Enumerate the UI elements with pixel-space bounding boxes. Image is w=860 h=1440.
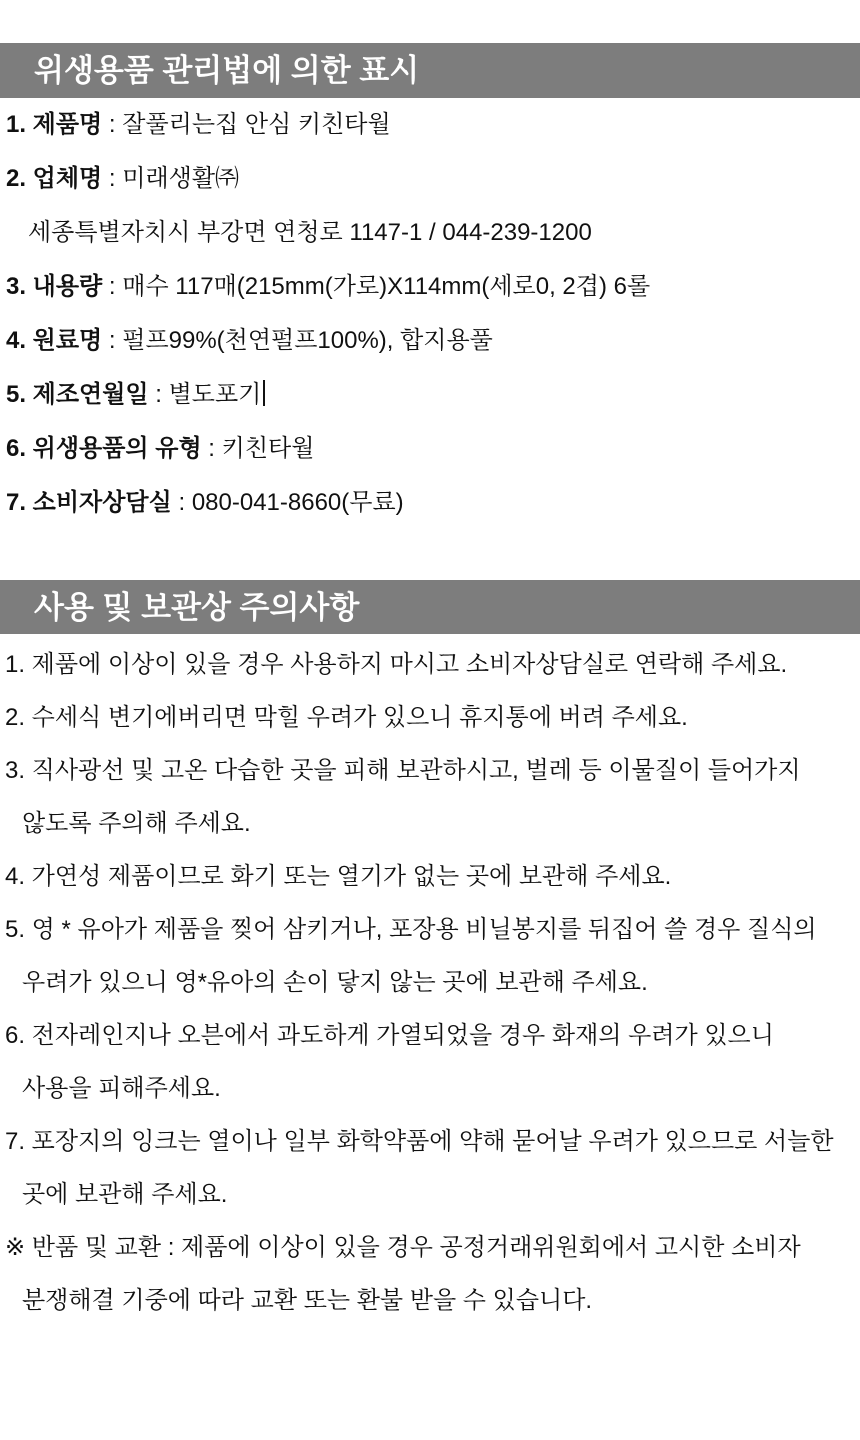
notice-line-continuation: 우려가 있으니 영*유아의 손이 닿지 않는 곳에 보관해 주세요. [22,969,648,996]
item-separator: : [102,165,123,192]
item-separator: : [148,381,169,408]
text-cursor [263,380,265,406]
notice-line: 2. 수세식 변기에버리면 막힐 우려가 있으니 휴지통에 버려 주세요. [5,704,688,731]
item-label: 6. 위생용품의 유형 [6,435,202,462]
item-label: 4. 원료명 [6,327,103,354]
item-label: 5. 제조연월일 [6,381,149,408]
notice-line: 7. 포장지의 잉크는 열이나 일부 화학약품에 약해 묻어날 우려가 있으므로 서늘한 [5,1128,834,1155]
item-label: 7. 소비자상담실 [6,489,172,516]
item-value: 별도포기 [168,381,262,408]
notice-line: 5. 영 * 유아가 제품을 찢어 삼키거나, 포장용 비닐봉지를 뒤집어 쓸 경우 질식의 [5,916,817,943]
item-value: 080-041-8660(무료) [191,489,404,516]
item-value: 키친타월 [221,435,315,462]
info-item-product-name [6,110,860,140]
item-value: 미래생활㈜ [122,165,240,192]
notice-line-continuation: 사용을 피해주세요. [22,1075,221,1102]
item-value: 잘풀리는집 안심 키친타월 [122,111,391,138]
item-value: 매수 117매(215mm(가로)X114mm(세로0, 2겹) 6롤 [122,273,651,300]
item-label: 1. 제품명 [6,111,103,138]
item-separator: : [171,489,192,516]
item-separator: : [102,327,123,354]
notice-line: ※ 반품 및 교환 : 제품에 이상이 있을 경우 공정거래위원회에서 고시한 소비자 [5,1234,801,1261]
item-separator: : [102,111,123,138]
notice-line-continuation: 곳에 보관해 주세요. [22,1181,228,1208]
info-item-contents [6,272,860,302]
info-item-manufacture-date [6,380,860,410]
item-value: 펄프99%(천연펄프100%), 합지용풀 [122,327,493,354]
notice-line: 4. 가연성 제품이므로 화기 또는 열기가 없는 곳에 보관해 주세요. [5,863,672,890]
notice-line: 1. 제품에 이상이 있을 경우 사용하지 마시고 소비자상담실로 연락해 주세요. [5,651,788,678]
info-item-product-type [6,434,860,464]
company-address-line: 세종특별자치시 부강면 연청로 1147-1 / 044-239-1200 [28,219,592,246]
notice-line-continuation: 분쟁해결 기중에 따라 교환 또는 환불 받을 수 있습니다. [22,1287,593,1314]
item-separator: : [102,273,123,300]
info-item-consumer-center [6,488,860,518]
item-separator: : [201,435,222,462]
notice-line: 6. 전자레인지나 오븐에서 과도하게 가열되었을 경우 화재의 우려가 있으니 [5,1022,774,1049]
section1-header-bar: 위생용품 관리법에 의한 표시 [0,43,860,98]
item-label: 2. 업체명 [6,165,103,192]
section2-header-bar: 사용 및 보관상 주의사항 [0,580,860,634]
product-label-page [0,43,860,1316]
item-label: 3. 내용량 [6,273,103,300]
notice-line: 3. 직사광선 및 고온 다습한 곳을 피해 보관하시고, 벌레 등 이물질이 들어가지 [5,757,801,784]
info-item-company-name [6,164,860,194]
notice-line-continuation: 않도록 주의해 주세요. [22,810,251,837]
info-item-materials [6,326,860,356]
